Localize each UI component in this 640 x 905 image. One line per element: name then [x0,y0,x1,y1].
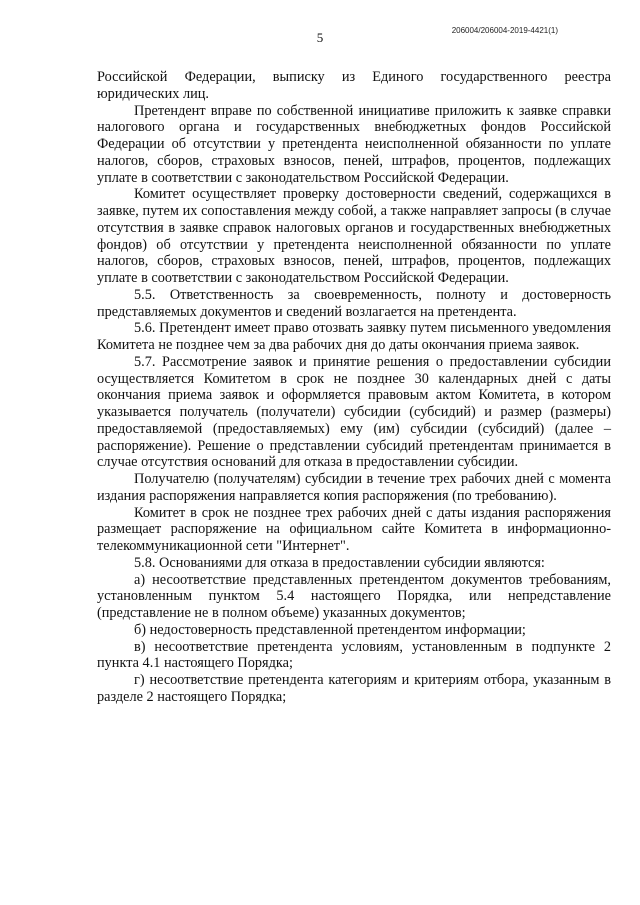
paragraph-tax-certificates: Претендент вправе по собственной инициативе приложить к заявке справки налогового органа и государственных внебюджетных фондов Российской Федерации об отсутствии у претендента неисполненной обязанности по уплате налогов, сборов, страховых взносов, пеней, штрафов, процентов, подлежащих уплате в соответствии с законодательством Российской Федерации. [97,102,611,186]
paragraph-clause-5-7: 5.7. Рассмотрение заявок и принятие решения о предоставлении субсидии осуществляется Комитетом в срок не позднее 30 календарных дней с даты окончания приема заявок и оформляется правовым актом Комитета, в котором указывается получатель (получатели) субсидии (субсидий) и размер (размеры) предоставляемой (предоставляемых) ему (им) субсидии (субсидий) (далее – распоряжение). Решение о представлении субсидий претендентам принимается в случае отсутствия оснований для отказа в предоставлении субсидии. [97,353,611,471]
list-item-v: в) несоответствие претендента условиям, установленным в подпункте 2 пункта 4.1 настоящего Порядка; [97,638,611,672]
paragraph-committee-verification: Комитет осуществляет проверку достоверности сведений, содержащихся в заявке, путем их сопоставления между собой, а также направляет запросы (в случае отсутствия в заявке справок налоговых органов и государственных внебюджетных фондов) об отсутствии у претендента неисполненной обязанности по уплате налогов, сборов, страховых взносов, пеней, штрафов, процентов, подлежащих уплате в соответствии с законодательством Российской Федерации. [97,186,611,286]
document-registration-code: 206004/206004-2019-4421(1) [451,26,558,35]
list-item-b: б) недостоверность представленной претендентом информации; [134,621,526,638]
document-body [97,69,611,706]
paragraph-recipient-copy: Получателю (получателям) субсидии в течение трех рабочих дней с момента издания распоряжения направляется копия распоряжения (по требованию). [97,471,611,504]
list-item-g: г) несоответствие претендента категориям и критериям отбора, указанным в разделе 2 настоящего Порядка; [97,672,611,705]
paragraph-clause-5-6: 5.6. Претендент имеет право отозвать заявку путем письменного уведомления Комитета не позднее чем за два рабочих дня до даты окончания приема заявок. [97,320,611,353]
list-item-a: а) несоответствие представленных претендентом документов требованиям, установленным пунктом 5.4 настоящего Порядка, или непредставление (представление не в полном объеме) указанных документов; [97,571,611,621]
page-number: 5 [316,30,324,45]
paragraph-clause-5-5: 5.5. Ответственность за своевременность, полноту и достоверность представляемых документов и сведений возлагается на претендента. [97,286,611,320]
paragraph-continuation: Российской Федерации, выписку из Единого государственного реестра юридических лиц. [97,69,611,102]
paragraph-clause-5-8: 5.8. Основаниями для отказа в предоставлении субсидии являются: [134,554,545,571]
paragraph-website-publication: Комитет в срок не позднее трех рабочих дней с даты издания распоряжения размещает распоряжение на официальном сайте Комитета в информационно-телекоммуникационной сети "Интернет". [97,504,611,554]
